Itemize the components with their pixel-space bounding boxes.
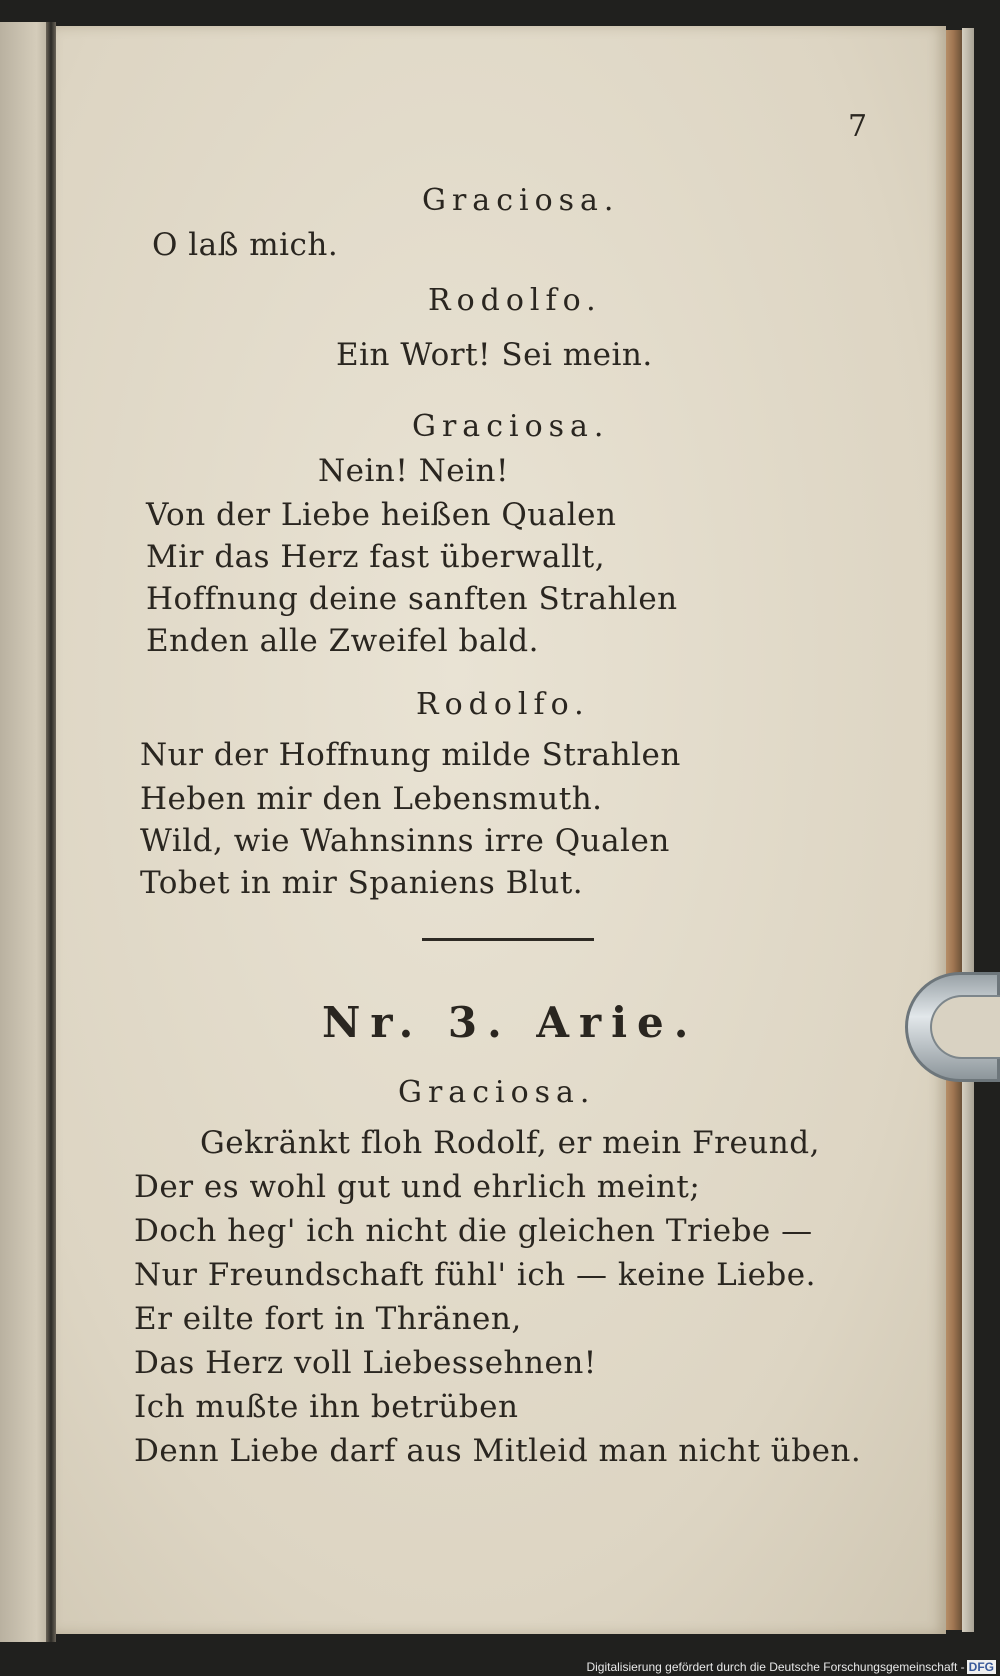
page-stack-edge-light (962, 28, 974, 1632)
verse-line: Gekränkt floh Rodolf, er mein Freund, (200, 1125, 820, 1161)
book-gutter (46, 22, 56, 1642)
verse-line: Mir das Herz fast überwallt, (146, 539, 606, 575)
speaker-label: Graciosa. (398, 1075, 596, 1110)
verse-line: Hoffnung deine sanften Strahlen (146, 581, 678, 617)
section-divider (422, 938, 594, 941)
verse-line: Ein Wort! Sei mein. (336, 337, 653, 373)
credit-text: Digitalisierung gefördert durch die Deutsche Forschungsgemeinschaft - (586, 1660, 965, 1674)
verse-line: Tobet in mir Spaniens Blut. (140, 865, 584, 901)
verse-line: O laß mich. (152, 227, 339, 263)
speaker-label: Graciosa. (422, 183, 620, 218)
verse-line: Das Herz voll Liebessehnen! (134, 1345, 597, 1381)
page-number: 7 (848, 109, 868, 144)
left-page-edge (0, 22, 52, 1642)
verse-line: Nein! Nein! (318, 453, 509, 489)
speaker-label: Rodolfo. (428, 283, 602, 318)
verse-line: Enden alle Zweifel bald. (146, 623, 539, 659)
verse-line: Nur Freundschaft fühl' ich — keine Liebe. (134, 1257, 816, 1293)
verse-line: Denn Liebe darf aus Mitleid man nicht üben. (134, 1433, 862, 1469)
verse-line: Ich mußte ihn betrüben (134, 1389, 519, 1425)
verse-line: Heben mir den Lebensmuth. (140, 781, 603, 817)
verse-line: Wild, wie Wahnsinns irre Qualen (140, 823, 670, 859)
digitization-credit (586, 1660, 996, 1674)
verse-line: Von der Liebe heißen Qualen (146, 497, 617, 533)
speaker-label: Rodolfo. (416, 687, 590, 722)
verse-line: Nur der Hoffnung milde Strahlen (140, 737, 681, 773)
speaker-label: Graciosa. (412, 409, 610, 444)
dfg-logo: DFG (968, 1660, 994, 1674)
section-heading: Nr. 3. Arie. (322, 998, 699, 1047)
verse-line: Er eilte fort in Thränen, (134, 1301, 522, 1337)
verse-line: Doch heg' ich nicht die gleichen Triebe — (134, 1213, 813, 1249)
paper-clip-loop (930, 995, 1000, 1059)
verse-line: Der es wohl gut und ehrlich meint; (134, 1169, 701, 1205)
